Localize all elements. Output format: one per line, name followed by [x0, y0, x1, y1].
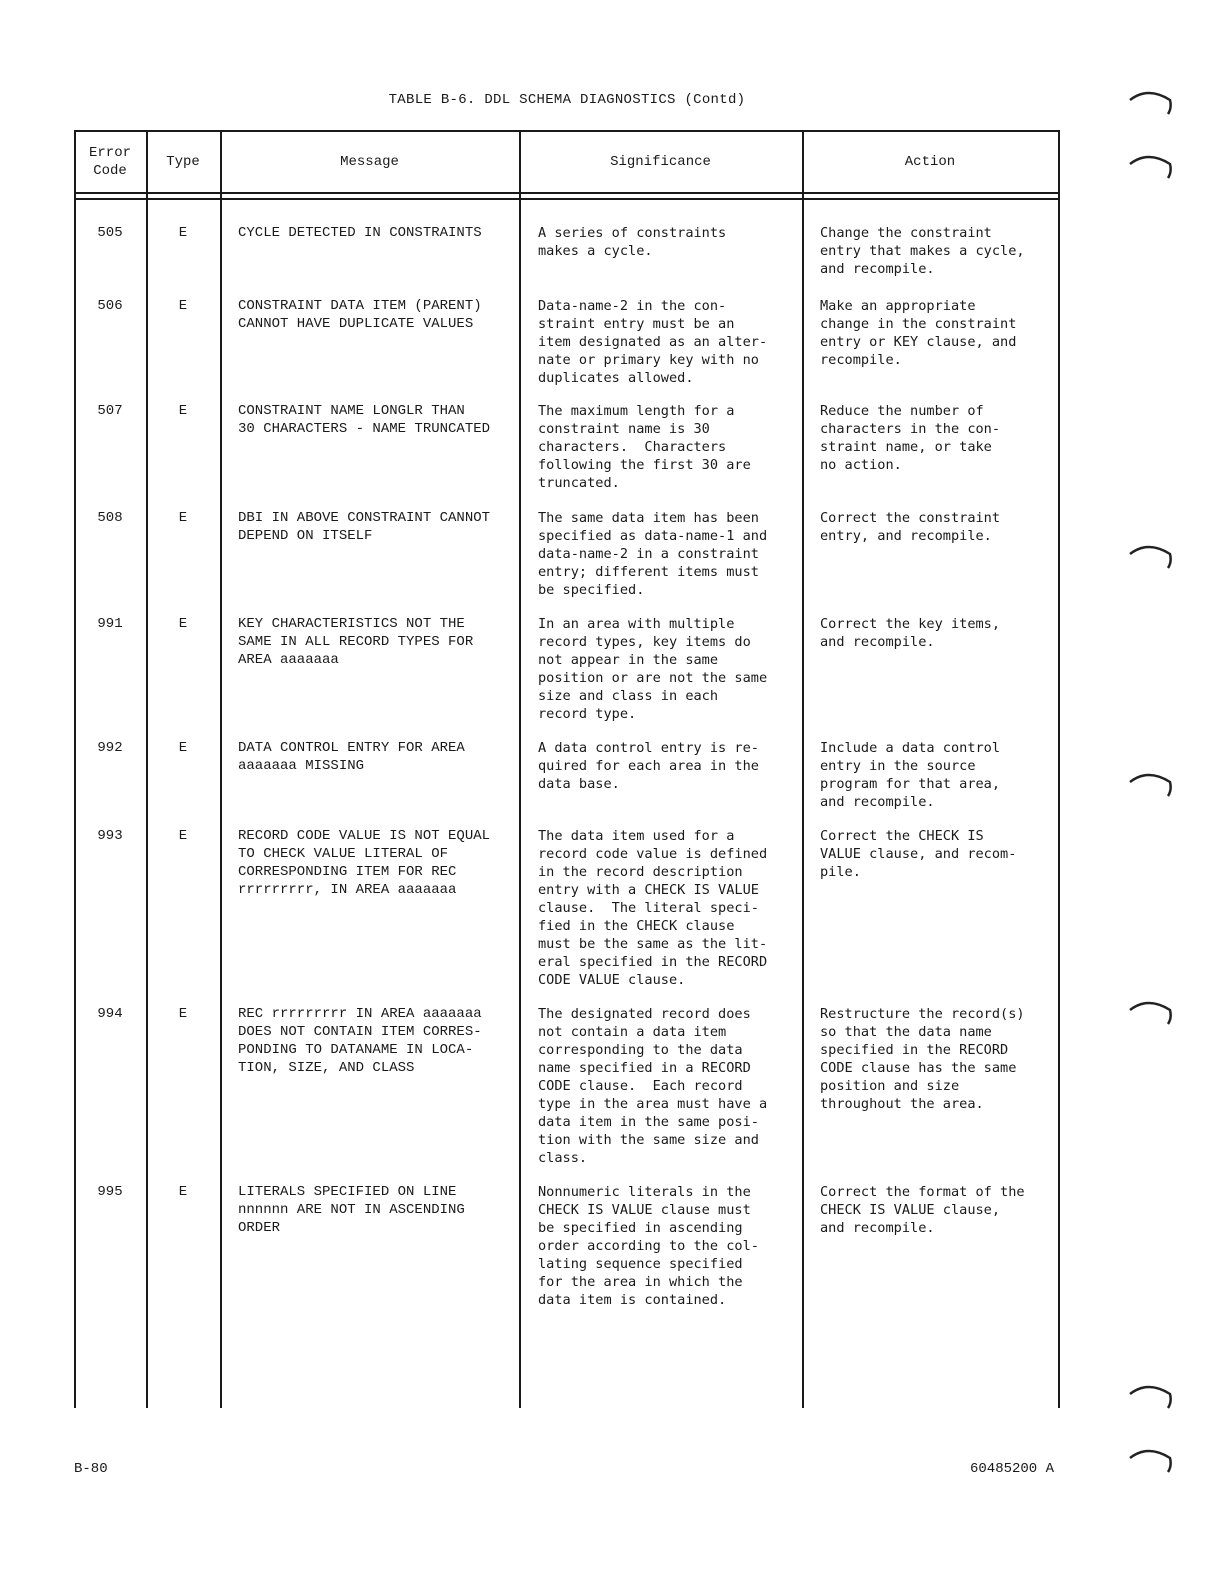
error-message: KEY CHARACTERISTICS NOT THE SAME IN ALL RECORD TYPES FOR AREA aaaaaaa	[238, 616, 474, 668]
binder-hole-icon	[1126, 86, 1176, 118]
error-type: E	[178, 1006, 188, 1022]
error-message: LITERALS SPECIFIED ON LINE nnnnnn ARE NOT IN ASCENDING ORDER	[238, 1184, 465, 1236]
error-code: 995	[97, 1184, 123, 1200]
error-code: 506	[97, 298, 123, 314]
error-message: CONSTRAINT DATA ITEM (PARENT) CANNOT HAVE DUPLICATE VALUES	[238, 298, 482, 332]
error-significance: Data-name-2 in the con- straint entry must be an item designated as an alter- nate or primary key with no duplicates allowed.	[538, 298, 768, 386]
diagnostics-table	[74, 130, 1060, 1408]
error-code: 505	[97, 225, 123, 241]
binder-hole-icon	[1126, 1380, 1176, 1412]
header-message: Message	[340, 154, 399, 170]
error-significance: The data item used for a record code value is defined in the record description entry with a CHECK IS VALUE clause. The literal speci- fied in the CHECK clause must be the same as the lit- eral specified in the RECORD CODE VALUE clause.	[538, 828, 768, 988]
error-type: E	[178, 616, 188, 632]
page-number: B-80	[74, 1461, 108, 1477]
binder-hole-icon	[1126, 996, 1176, 1028]
error-code: 507	[97, 403, 123, 419]
error-message: DBI IN ABOVE CONSTRAINT CANNOT DEPEND ON ITSELF	[238, 510, 491, 544]
binder-hole-icon	[1126, 150, 1176, 182]
error-significance: A data control entry is re- quired for each area in the data base.	[538, 740, 759, 792]
error-message: CONSTRAINT NAME LONGLR THAN 30 CHARACTERS - NAME TRUNCATED	[238, 403, 491, 437]
error-action: Correct the format of the CHECK IS VALUE clause, and recompile.	[820, 1184, 1025, 1236]
binder-hole-icon	[1126, 768, 1176, 800]
error-action: Restructure the record(s) so that the data name specified in the RECORD CODE clause has the same position and size throughout the area.	[820, 1006, 1025, 1112]
table-title: TABLE B-6. DDL SCHEMA DIAGNOSTICS (Contd)	[388, 92, 746, 108]
error-action: Include a data control entry in the source program for that area, and recompile.	[820, 740, 1001, 810]
header-error-code: Error Code	[88, 145, 131, 179]
error-significance: In an area with multiple record types, key items do not appear in the same position or are not the same size and class in each record type.	[538, 616, 768, 722]
error-action: Change the constraint entry that makes a cycle, and recompile.	[820, 225, 1025, 277]
error-action: Correct the key items, and recompile.	[820, 616, 1001, 650]
header-significance: Significance	[610, 154, 711, 170]
error-significance: The maximum length for a constraint name is 30 characters. Characters following the first 30 are truncated.	[538, 403, 751, 491]
error-type: E	[178, 225, 188, 241]
error-action: Make an appropriate change in the constraint entry or KEY clause, and recompile.	[820, 298, 1017, 368]
error-code: 994	[97, 1006, 123, 1022]
header-action: Action	[904, 154, 956, 170]
error-type: E	[178, 403, 188, 419]
error-significance: Nonnumeric literals in the CHECK IS VALUE clause must be specified in ascending order according to the col- lating sequence specified for the area in which the data item is contained.	[538, 1184, 759, 1308]
binder-hole-icon	[1126, 1444, 1176, 1476]
error-message: CYCLE DETECTED IN CONSTRAINTS	[238, 225, 482, 241]
binder-hole-icon	[1126, 540, 1176, 572]
error-action: Correct the CHECK IS VALUE clause, and recom- pile.	[820, 828, 1017, 880]
error-message: REC rrrrrrrrr IN AREA aaaaaaa DOES NOT CONTAIN ITEM CORRES- PONDING TO DATANAME IN LOCA- TION, SIZE, AND CLASS	[238, 1006, 482, 1076]
error-type: E	[178, 298, 188, 314]
error-code: 992	[97, 740, 123, 756]
error-type: E	[178, 510, 188, 526]
header-type: Type	[166, 154, 200, 170]
error-type: E	[178, 1184, 188, 1200]
error-message: RECORD CODE VALUE IS NOT EQUAL TO CHECK VALUE LITERAL OF CORRESPONDING ITEM FOR REC rrrrrrrrr, IN AREA aaaaaaa	[238, 828, 491, 898]
error-message: DATA CONTROL ENTRY FOR AREA aaaaaaa MISSING	[238, 740, 465, 774]
error-code: 508	[97, 510, 123, 526]
error-code: 993	[97, 828, 123, 844]
error-action: Reduce the number of characters in the con- straint name, or take no action.	[820, 403, 1001, 473]
error-action: Correct the constraint entry, and recompile.	[820, 510, 1001, 544]
error-significance: A series of constraints makes a cycle.	[538, 225, 727, 259]
document-number: 60485200 A	[970, 1461, 1055, 1477]
error-significance: The same data item has been specified as data-name-1 and data-name-2 in a constraint entry; different items must be specified.	[538, 510, 768, 598]
error-code: 991	[97, 616, 123, 632]
error-type: E	[178, 828, 188, 844]
error-type: E	[178, 740, 188, 756]
error-significance: The designated record does not contain a data item corresponding to the data name specified in a RECORD CODE clause. Each record type in the area must have a data item in the same posi- tion with the same size and class.	[538, 1006, 768, 1166]
